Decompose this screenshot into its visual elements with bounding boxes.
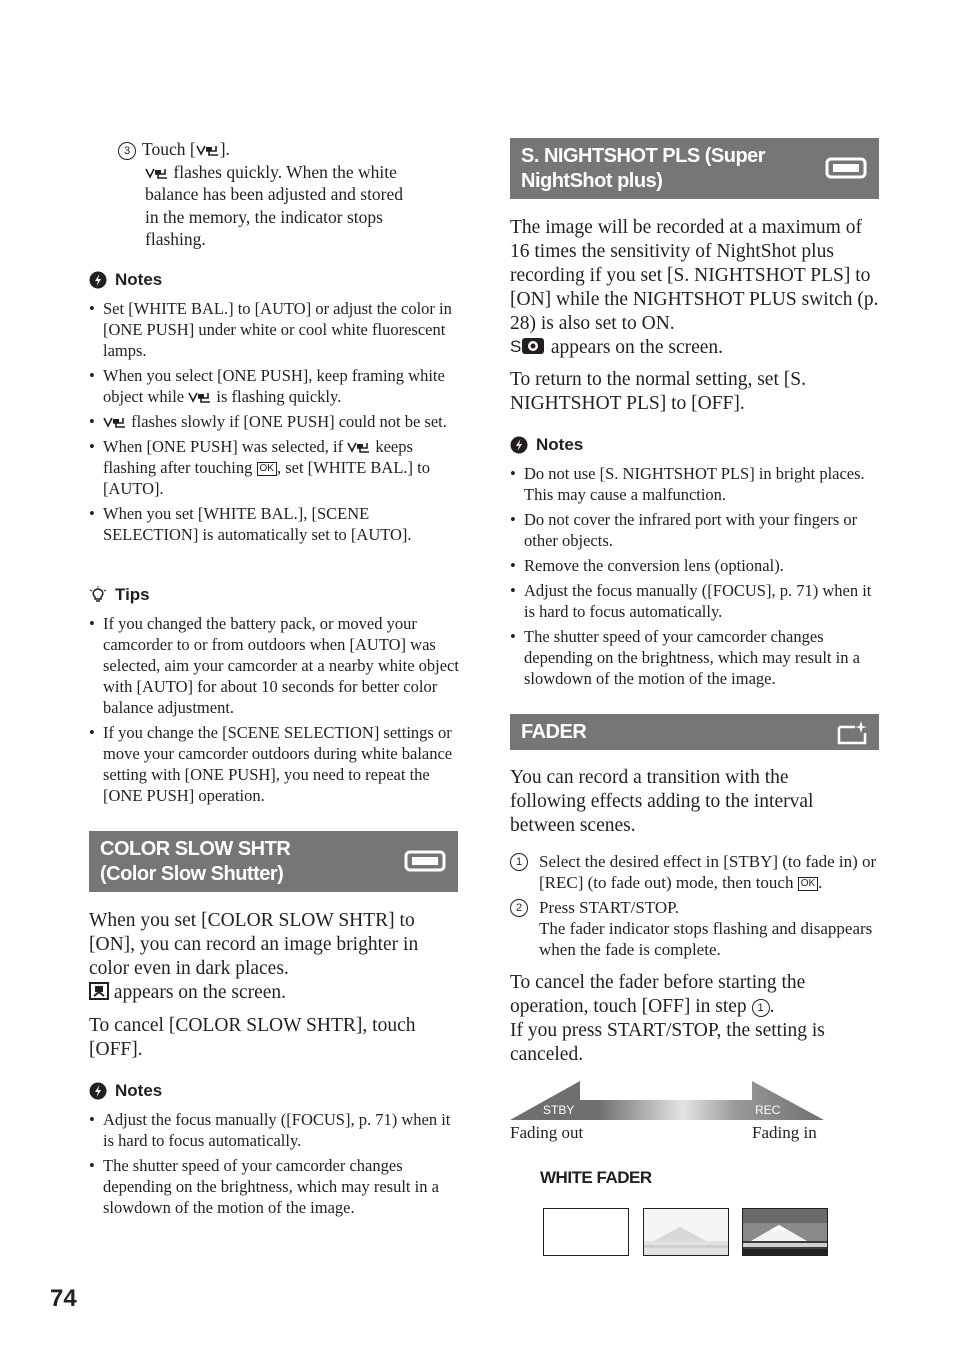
- white-frame-thumbnail: [543, 1208, 629, 1256]
- camera-mode-icon: [825, 156, 867, 180]
- list-item: • The shutter speed of your camcorder changes depending on the brightness, which may result in a slowdown of the motion of the image.: [89, 1155, 459, 1218]
- notes-list: [510, 463, 880, 693]
- notes-list: [89, 298, 459, 549]
- list-item: • The shutter speed of your camcorder changes depending on the brightness, which may result in a slowdown of the motion of the image.: [510, 626, 880, 689]
- color-slow-description: When you set [COLOR SLOW SHTR] to [ON], you can record an image brighter in color even in dark places. appears on the screen.: [89, 910, 419, 1003]
- list-item: • If you change the [SCENE SELECTION] settings or move your camcorder outdoors during white balance setting with [ONE PUSH], you need to repeat the [ONE PUSH] operation.: [89, 722, 459, 806]
- one-push-wb-icon: [103, 416, 127, 428]
- list-item: • Do not use [S. NIGHTSHOT PLS] in bright places. This may cause a malfunction.: [510, 463, 880, 505]
- one-push-wb-icon: [188, 391, 212, 403]
- page-number: 74: [50, 1285, 77, 1312]
- tips-heading: Tips: [89, 585, 150, 605]
- nightshot-return: To return to the normal setting, set [S. NIGHTSHOT PLS] to [OFF].: [510, 369, 806, 414]
- step-number: 1: [752, 999, 770, 1017]
- tips-list: [89, 613, 459, 810]
- notes-list: [89, 1109, 459, 1222]
- step-number: 1: [510, 853, 528, 871]
- camera-mode-icon: [404, 849, 446, 873]
- caution-icon: [89, 271, 107, 289]
- list-item: • Adjust the focus manually ([FOCUS], p. 71) when it is hard to focus automatically.: [510, 580, 880, 622]
- list-item: • Remove the conversion lens (optional).: [510, 555, 880, 576]
- list-item: • When you select [ONE PUSH], keep framing white object while is flashing quickly.: [89, 365, 459, 407]
- list-item: • Set [WHITE BAL.] to [AUTO] or adjust the color in [ONE PUSH] under white or cool white fluorescent lamps.: [89, 298, 459, 361]
- fading-in-label: Fading in: [752, 1123, 817, 1142]
- notes-heading: Notes: [89, 270, 162, 290]
- color-slow-shtr-heading: COLOR SLOW SHTR (Color Slow Shutter): [89, 831, 458, 892]
- fade-diagram: [510, 1080, 826, 1120]
- step-3: 3 Touch [ ]. flashes quickly. When the white balance has been adjusted and stored in the memory, the indicator stops flashing.: [118, 138, 458, 251]
- faded-mountain-thumbnail: [643, 1208, 729, 1256]
- stby-label: STBY: [543, 1103, 575, 1117]
- white-fader-title: WHITE FADER: [540, 1168, 652, 1187]
- fader-heading: FADER: [510, 714, 879, 750]
- color-slow-shutter-icon: [89, 982, 109, 1000]
- lightbulb-icon: [89, 586, 107, 604]
- picture-effect-icon: [837, 719, 869, 745]
- mountain-thumbnail: [742, 1208, 828, 1256]
- fading-out-label: Fading out: [510, 1123, 584, 1142]
- list-item: • Adjust the focus manually ([FOCUS], p. 71) when it is hard to focus automatically.: [89, 1109, 459, 1151]
- ok-button-icon: OK: [798, 877, 818, 891]
- fader-step-2: 2 Press START/STOP. The fader indicator stops flashing and disappears when the fade is complete.: [510, 897, 880, 960]
- fader-cancel: To cancel the fader before starting the operation, touch [OFF] in step 1 . If you press START/STOP, the setting is canceled.: [510, 972, 825, 1065]
- super-nightshot-icon: [510, 337, 546, 355]
- list-item: • When [ONE PUSH] was selected, if keeps flashing after touching OK , set [WHITE BAL.] to [AUTO].: [89, 436, 459, 499]
- step-number: 3: [118, 142, 136, 160]
- color-slow-cancel: To cancel [COLOR SLOW SHTR], touch [OFF].: [89, 1015, 416, 1060]
- list-item: • When you set [WHITE BAL.], [SCENE SELECTION] is automatically set to [AUTO].: [89, 503, 459, 545]
- one-push-wb-icon: [347, 441, 371, 453]
- nightshot-description: The image will be recorded at a maximum of 16 times the sensitivity of NightShot plus recording if you set [S. NIGHTSHOT PLS] to [ON] while the NIGHTSHOT PLUS switch (p. 28) is also set to ON. S appears on the screen.: [510, 217, 879, 358]
- fader-step-1: 1 Select the desired effect in [STBY] (to fade in) or [REC] (to fade out) mode, then touch OK .: [510, 851, 880, 893]
- list-item: • flashes slowly if [ONE PUSH] could not be set.: [89, 411, 459, 432]
- notes-heading: Notes: [510, 435, 583, 455]
- step-number: 2: [510, 899, 528, 917]
- svg-text:S: S: [510, 337, 522, 355]
- list-item: • Do not cover the infrared port with your fingers or other objects.: [510, 509, 880, 551]
- one-push-wb-icon: [196, 144, 220, 156]
- caution-icon: [510, 436, 528, 454]
- rec-label: REC: [755, 1103, 781, 1117]
- fader-description: You can record a transition with the following effects adding to the interval between scenes.: [510, 767, 814, 836]
- ok-button-icon: OK: [257, 462, 277, 476]
- caution-icon: [89, 1082, 107, 1100]
- nightshot-heading: S. NIGHTSHOT PLS (Super NightShot plus): [510, 138, 879, 199]
- notes-heading: Notes: [89, 1081, 162, 1101]
- list-item: • If you changed the battery pack, or moved your camcorder to or from outdoors when [AUTO] was selected, aim your camcorder at a nearby white object with [AUTO] for about 10 seconds for better color balance adjustment.: [89, 613, 459, 718]
- one-push-wb-icon: [145, 167, 169, 179]
